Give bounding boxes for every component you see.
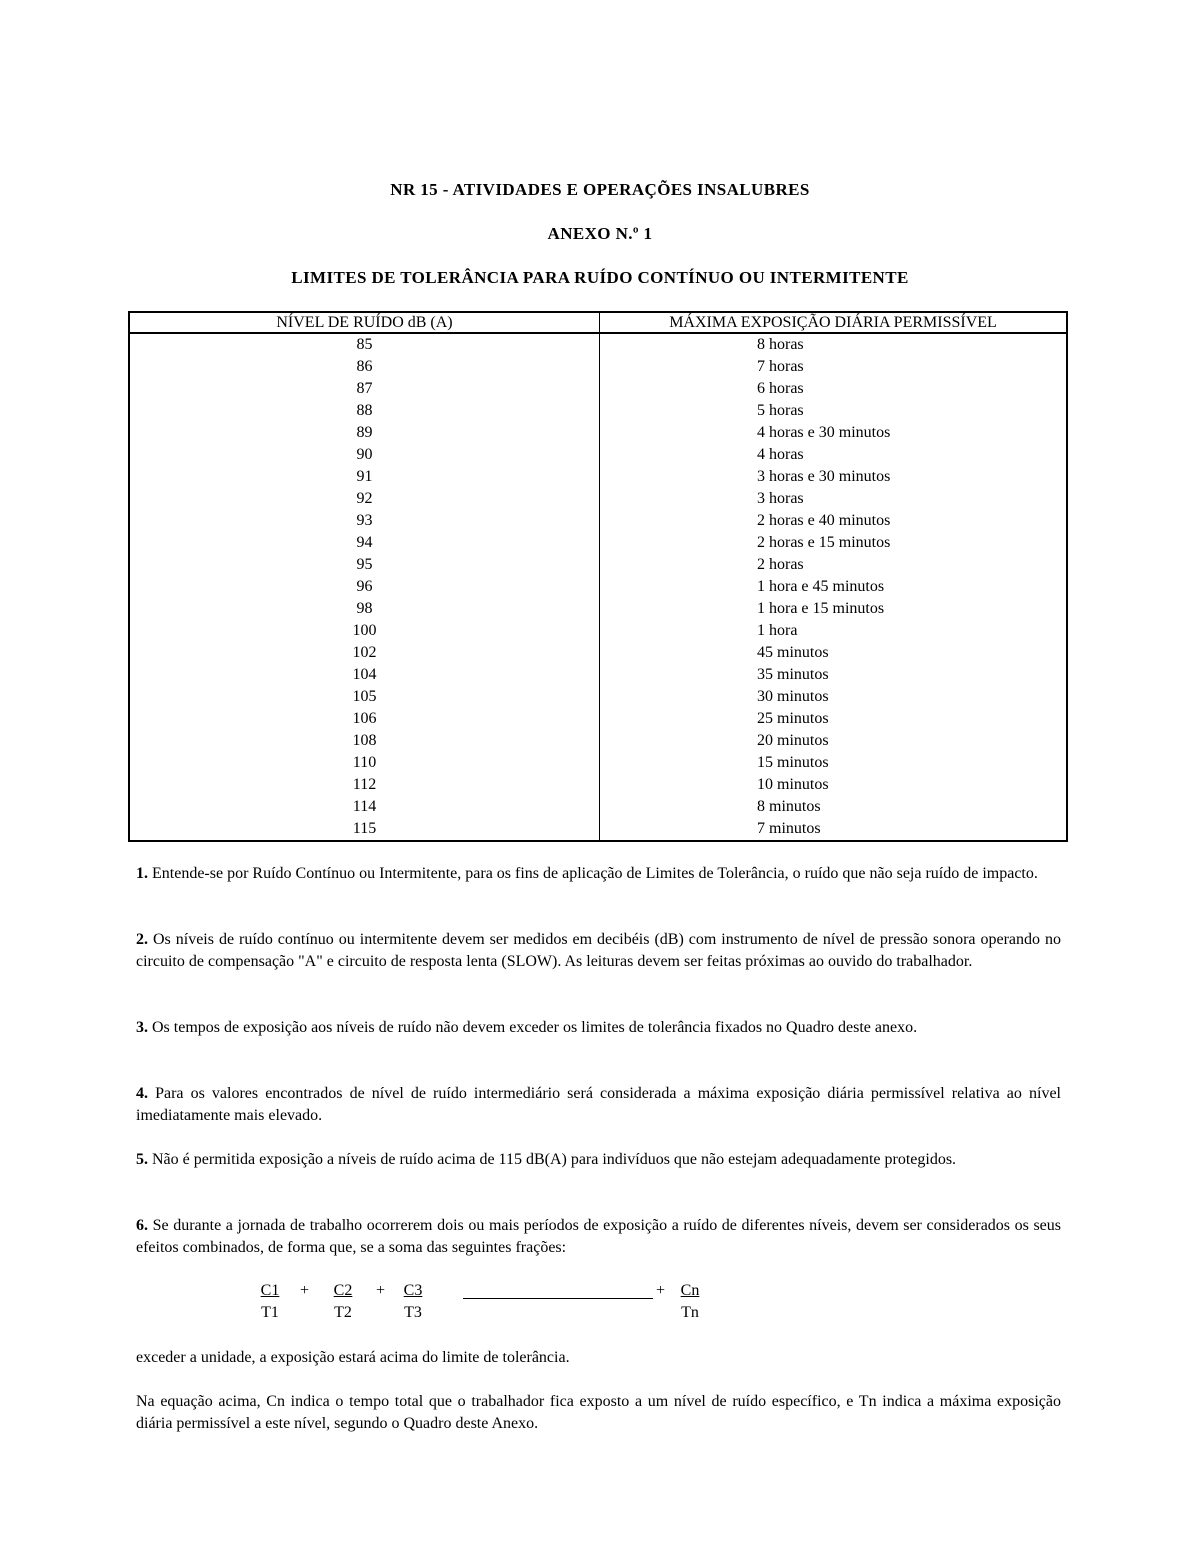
item-text: Entende-se por Ruído Contínuo ou Intermitente, para os fins de aplicação de Limites de Tolerância, o ruído que não seja ruído de impacto.: [148, 865, 1038, 882]
noise-level-cell: 89: [129, 422, 600, 444]
header-max-exposure: MÁXIMA EXPOSIÇÃO DIÁRIA PERMISSÍVEL: [600, 312, 1068, 333]
max-exposure-cell: 15 minutos: [600, 752, 1068, 774]
noise-level-cell: 110: [129, 752, 600, 774]
item-number: 1.: [136, 865, 148, 882]
fraction-denominator: T3: [404, 1304, 422, 1321]
fraction-numerator: C2: [333, 1282, 353, 1299]
noise-level-cell: 88: [129, 400, 600, 422]
noise-level-cell: 85: [129, 333, 600, 356]
fraction-cn-tn: [676, 1280, 704, 1324]
item-6: [136, 1215, 1061, 1259]
noise-level-cell: 92: [129, 488, 600, 510]
item-1: [136, 863, 1061, 885]
max-exposure-cell: 3 horas e 30 minutos: [600, 466, 1068, 488]
item-text: Para os valores encontrados de nível de ruído intermediário será considerada a máxima exposição diária permissível relativa ao nível imediatamente mais elevado.: [136, 1085, 1061, 1124]
table-row: [129, 818, 1067, 841]
max-exposure-cell: 8 horas: [600, 333, 1068, 356]
item-number: 2.: [136, 931, 148, 948]
table-row: [129, 444, 1067, 466]
table-row: [129, 532, 1067, 554]
table-row: [129, 620, 1067, 642]
noise-level-cell: 108: [129, 730, 600, 752]
plus-sign: +: [656, 1282, 666, 1299]
item-text: Os níveis de ruído contínuo ou intermitente devem ser medidos em decibéis (dB) com instrumento de nível de pressão sonora operando no circuito de compensação "A" e circuito de resposta lenta (SLOW). As leituras devem ser feitas próximas ao ouvido do trabalhador.: [136, 931, 1061, 970]
noise-limits-table: [128, 311, 1068, 842]
fraction-c2-t2: [329, 1280, 357, 1324]
noise-level-cell: 86: [129, 356, 600, 378]
noise-level-cell: 106: [129, 708, 600, 730]
max-exposure-cell: 4 horas e 30 minutos: [600, 422, 1068, 444]
table-row: [129, 730, 1067, 752]
fraction-denominator: T2: [334, 1304, 352, 1321]
item-number: 5.: [136, 1151, 148, 1168]
table-row: [129, 422, 1067, 444]
noise-level-cell: 96: [129, 576, 600, 598]
fraction-numerator: C1: [260, 1282, 280, 1299]
noise-level-cell: 100: [129, 620, 600, 642]
noise-level-cell: 104: [129, 664, 600, 686]
fraction-c3-t3: [401, 1280, 425, 1324]
header-noise-level: NÍVEL DE RUÍDO dB (A): [129, 312, 600, 333]
item-text: Não é permitida exposição a níveis de ruído acima de 115 dB(A) para indivíduos que não estejam adequadamente protegidos.: [148, 1151, 957, 1168]
fraction-c1-t1: [258, 1280, 282, 1324]
fraction-numerator: Cn: [680, 1282, 700, 1299]
table-row: [129, 664, 1067, 686]
noise-level-cell: 105: [129, 686, 600, 708]
fraction-denominator: Tn: [681, 1304, 699, 1321]
max-exposure-cell: 6 horas: [600, 378, 1068, 400]
max-exposure-cell: 2 horas: [600, 554, 1068, 576]
noise-level-cell: 115: [129, 818, 600, 841]
table-row: [129, 466, 1067, 488]
max-exposure-cell: 1 hora e 15 minutos: [600, 598, 1068, 620]
noise-level-cell: 98: [129, 598, 600, 620]
item-3: [136, 1017, 1061, 1039]
annex-title: ANEXO N.º 1: [547, 224, 653, 243]
item-number: 6.: [136, 1217, 148, 1234]
ellipsis-line: [463, 1298, 653, 1299]
noise-level-cell: 114: [129, 796, 600, 818]
equation-explanation: Na equação acima, Cn indica o tempo total que o trabalhador fica exposto a um nível de ruído específico, e Tn indica a máxima exposição diária permissível a este nível, segundo o Quadro deste Anexo.: [136, 1393, 1061, 1432]
max-exposure-cell: 35 minutos: [600, 664, 1068, 686]
table-row: [129, 400, 1067, 422]
table-row: [129, 598, 1067, 620]
table-row: [129, 576, 1067, 598]
item-text: Os tempos de exposição aos níveis de ruído não devem exceder os limites de tolerância fixados no Quadro deste anexo.: [148, 1019, 918, 1036]
noise-level-cell: 90: [129, 444, 600, 466]
table-row: [129, 752, 1067, 774]
max-exposure-cell: 7 horas: [600, 356, 1068, 378]
table-body: [129, 333, 1067, 841]
table-row: [129, 333, 1067, 356]
noise-level-cell: 87: [129, 378, 600, 400]
table-row: [129, 686, 1067, 708]
plus-sign: +: [376, 1282, 386, 1299]
max-exposure-cell: 30 minutos: [600, 686, 1068, 708]
max-exposure-cell: 1 hora e 45 minutos: [600, 576, 1068, 598]
table-row: [129, 488, 1067, 510]
max-exposure-cell: 3 horas: [600, 488, 1068, 510]
table-row: [129, 708, 1067, 730]
max-exposure-cell: 10 minutos: [600, 774, 1068, 796]
noise-level-cell: 91: [129, 466, 600, 488]
fraction-denominator: T1: [261, 1304, 279, 1321]
table-row: [129, 796, 1067, 818]
max-exposure-cell: 25 minutos: [600, 708, 1068, 730]
max-exposure-cell: 4 horas: [600, 444, 1068, 466]
table-subtitle: LIMITES DE TOLERÂNCIA PARA RUÍDO CONTÍNUO OU INTERMITENTE: [291, 268, 909, 287]
table-row: [129, 356, 1067, 378]
noise-level-cell: 93: [129, 510, 600, 532]
max-exposure-cell: 20 minutos: [600, 730, 1068, 752]
item-number: 3.: [136, 1019, 148, 1036]
equation-conclusion: exceder a unidade, a exposição estará acima do limite de tolerância.: [136, 1349, 570, 1366]
fraction-numerator: C3: [403, 1282, 423, 1299]
item-2: [136, 929, 1061, 973]
noise-level-cell: 95: [129, 554, 600, 576]
plus-sign: +: [300, 1282, 310, 1299]
table-header-row: [129, 312, 1067, 333]
table-row: [129, 774, 1067, 796]
max-exposure-cell: 1 hora: [600, 620, 1068, 642]
item-5: [136, 1149, 1061, 1171]
noise-level-cell: 112: [129, 774, 600, 796]
max-exposure-cell: 5 horas: [600, 400, 1068, 422]
max-exposure-cell: 2 horas e 40 minutos: [600, 510, 1068, 532]
max-exposure-cell: 2 horas e 15 minutos: [600, 532, 1068, 554]
max-exposure-cell: 8 minutos: [600, 796, 1068, 818]
table-row: [129, 642, 1067, 664]
max-exposure-cell: 45 minutos: [600, 642, 1068, 664]
noise-level-cell: 94: [129, 532, 600, 554]
noise-level-cell: 102: [129, 642, 600, 664]
table-row: [129, 510, 1067, 532]
table-row: [129, 554, 1067, 576]
regulation-title: NR 15 - ATIVIDADES E OPERAÇÕES INSALUBRES: [390, 180, 810, 199]
item-number: 4.: [136, 1085, 148, 1102]
table-row: [129, 378, 1067, 400]
max-exposure-cell: 7 minutos: [600, 818, 1068, 841]
item-text: Se durante a jornada de trabalho ocorrerem dois ou mais períodos de exposição a ruído de diferentes níveis, devem ser considerados os seus efeitos combinados, de forma que, se a soma das seguintes frações:: [136, 1217, 1061, 1256]
item-4: [136, 1083, 1061, 1127]
